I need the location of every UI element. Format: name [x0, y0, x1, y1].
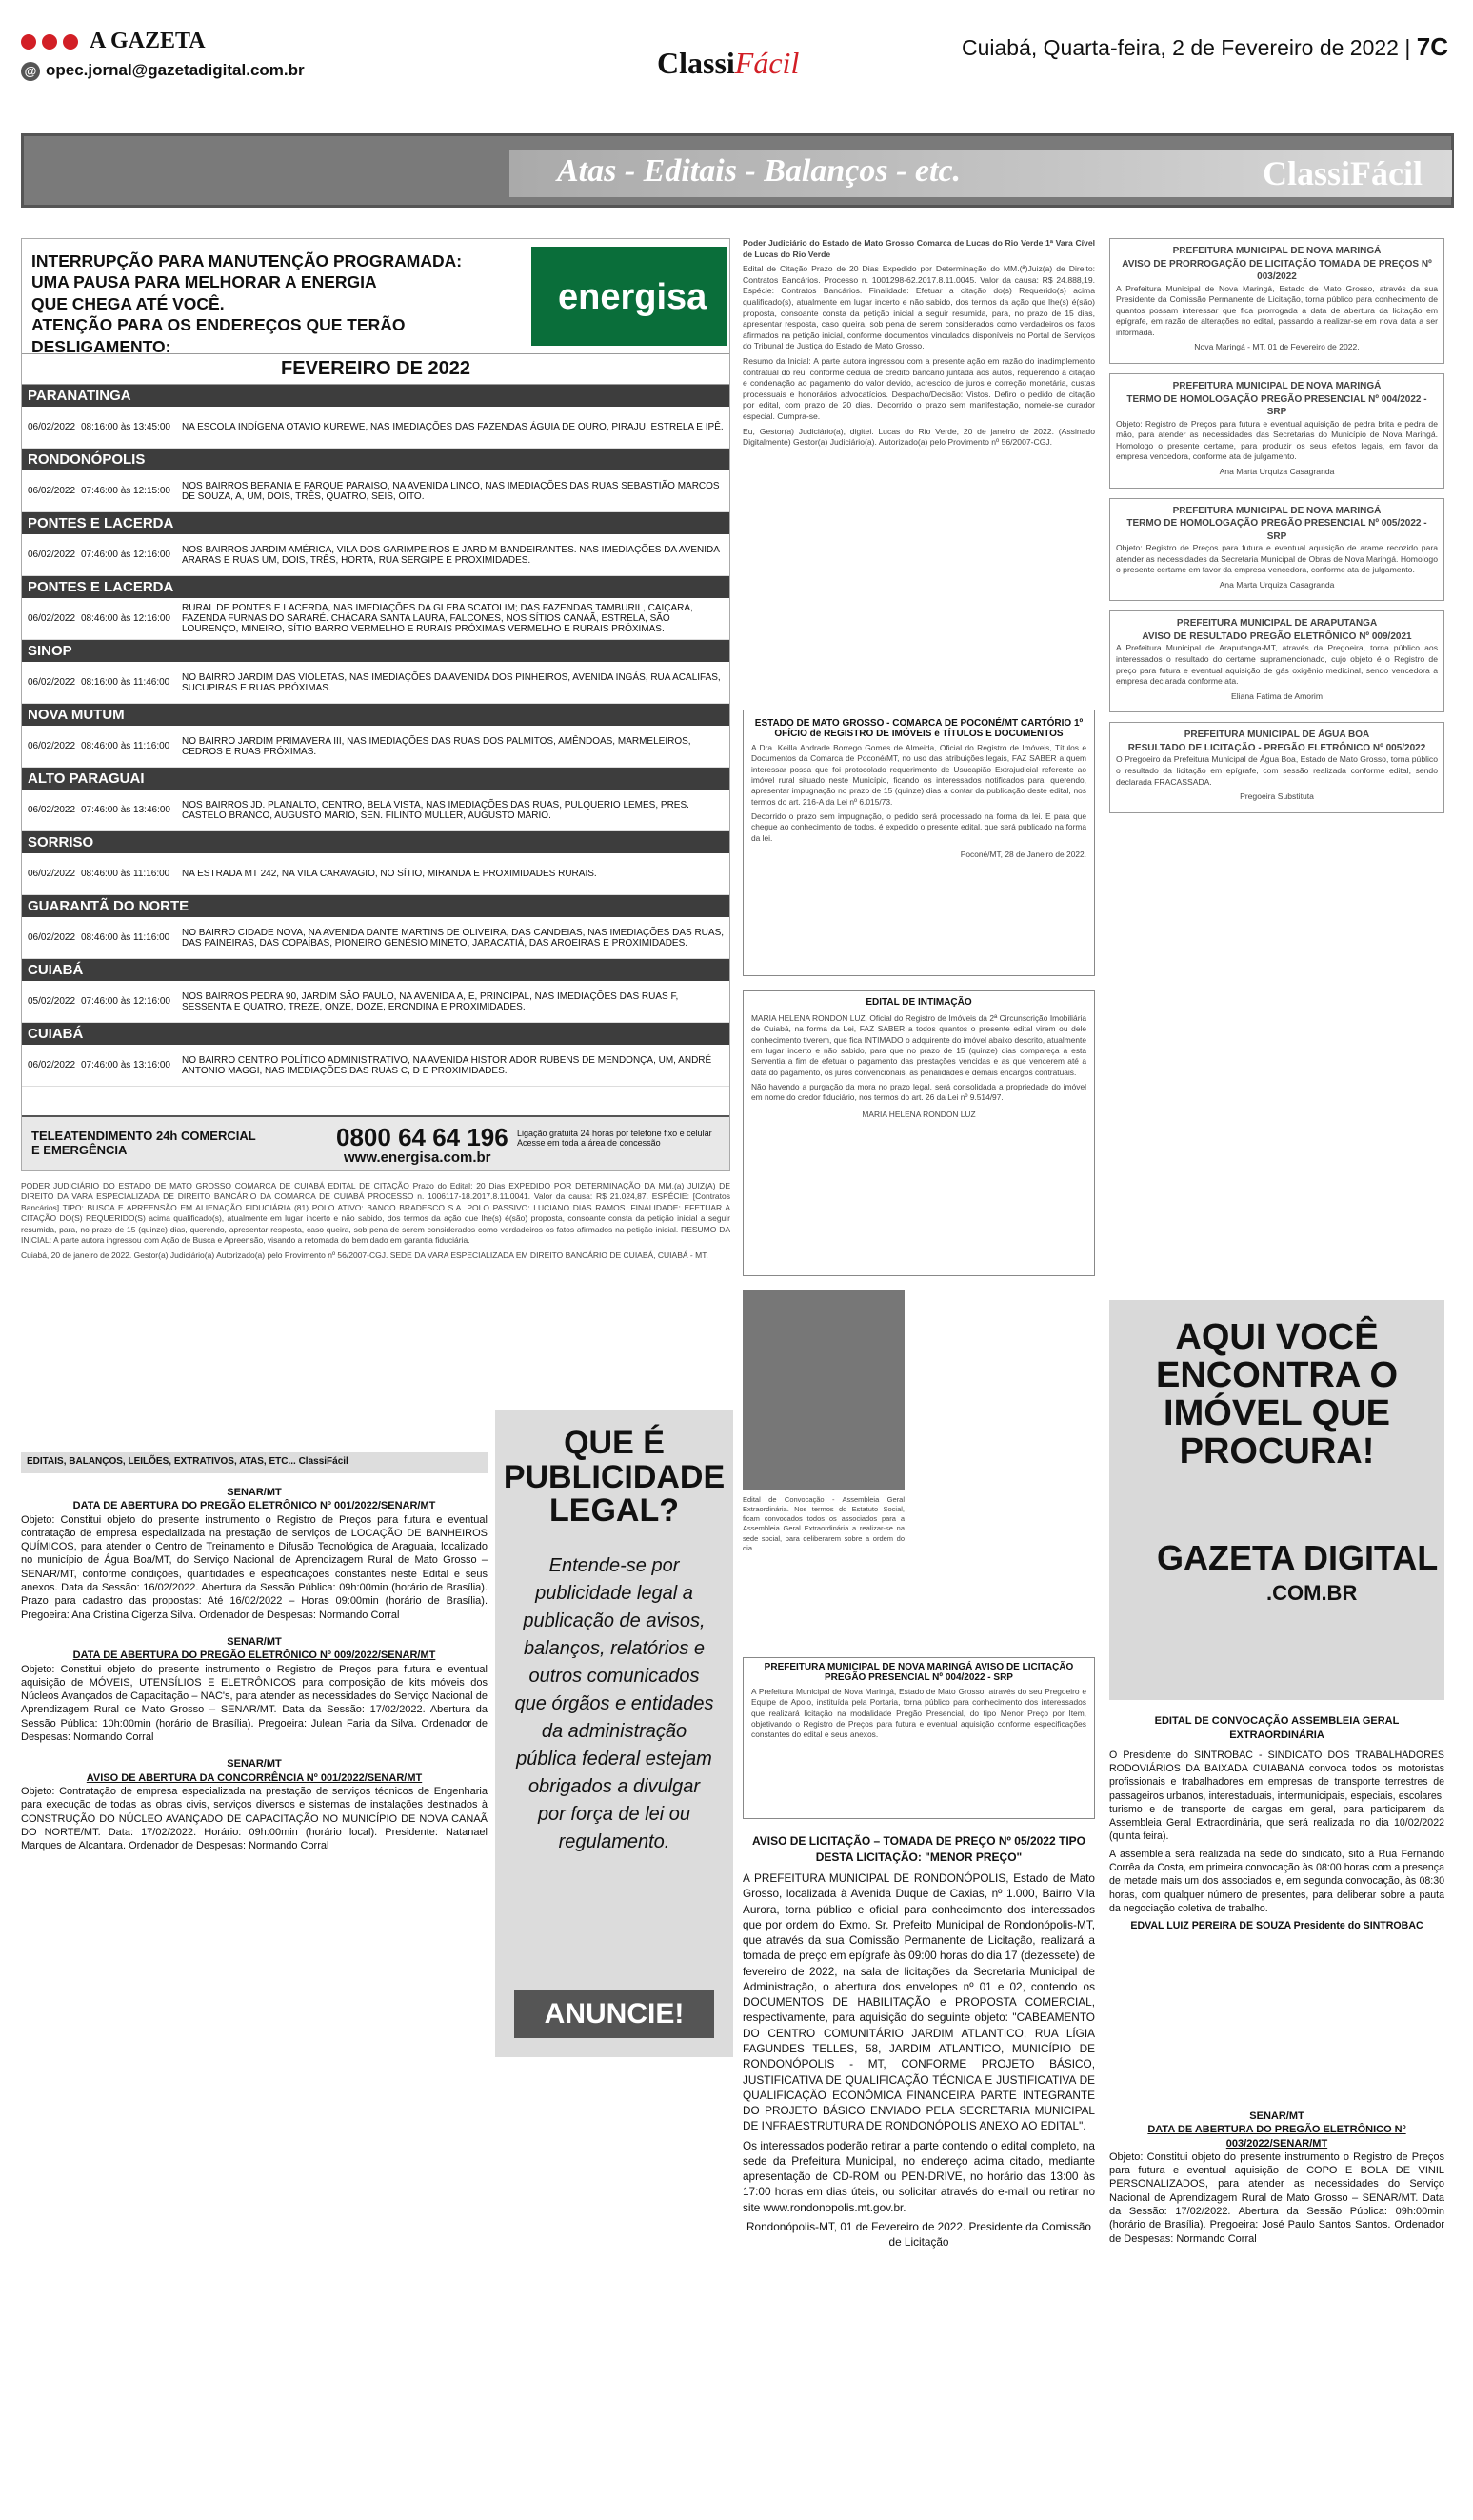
lucas-judicial-notice: Poder Judiciário do Estado de Mato Grosso Comarca de Lucas do Rio Verde 1ª Vara Cível de Lucas do Rio Verde Edital de Citação Prazo de 20 Dias Expedido por Determinação do MM.(ª)Juiz(a) de Direito: Contratos Bancários. Processo n. 1001298-62.2017.8.11.0045. Valor da causa: R$ 24.888,19. Espécie: Contratos Bancários. Finalidade: Efetuar a citação do(s) Requerido(s) acima qualificado(s), atualmente em lugar incerto e não sabido, dos termos da ação que lhe(s) é(são) proposta, consoante consta da petição inicial a seguir resumida, para, no prazo de 15 dias, apresentar resposta, caso queira, sob pena de serem considerados como verdadeiros os fatos afirmados na petição inicial, conforme documentos vinculados disponíveis no Portal de Serviços do Tribunal de Justiça do Estado de Mato Grosso. Resumo da Inicial: A parte autora ingressou com a presente ação em razão do inadimplemento contratual do réu, conforme cédula de crédito bancário juntada aos autos, requerendo a citação e condenação ao pagamento do valor devido, acrescido de juros e correção monetária, custas processuais e honorários advocatícios. Despacho/Decisão: Vistos. Defiro o pedido de citação por edital, com prazo de 20 dias. Decorrido o prazo sem manifestação, nomeie-se curador especial. Cumpra-se. Eu, Gestor(a) Judiciário(a), digitei. Lucas do Rio Verde, 20 de janeiro de 2022. (Assinado Digitalmente) Gestor(a) Judiciário(a). Autorizado(a) pelo Provimento nº 56/2007-CGJ. [743, 238, 1095, 448]
energisa-logo: energisa [531, 247, 727, 346]
rondonopolis-licitacao: AVISO DE LICITAÇÃO – TOMADA DE PREÇO Nº 05/2022 TIPO DESTA LICITAÇÃO: "MENOR PREÇO" A PREFEITURA MUNICIPAL DE RONDONÓPOLIS, Estado de Mato Grosso, localizada à Avenida Duque de Caxias, nº 1.000, Bairro Vila Aurora, torna público e oficial para conhecimento dos interessados que por ordem do Exmo. Sr. Prefeito Municipal de Rondonópolis-MT, que através da sua Comissão Permanente de Licitação, realizará a tomada de preço em epígrafe às 09:00 horas do dia 17 (dezessete) de fevereiro de 2022, na sala de licitações da Secretaria Municipal de Administração, o abertura dos envelopes nº 01 e 02, contendo os DOCUMENTOS DE HABILITAÇÃO e PROPOSTA COMERCIAL, respectivamente, para aquisição do seguinte objeto: "CABEAMENTO DO CENTRO COMUNITÁRIO JARDIM ATLANTICO, RUA LÍGIA FAGUNDES TELLES, 58, JARDIM ATLANTICO, MUNICÍPIO DE RONDONÓPOLIS - MT, CONFORME PROJETO BÁSICO, JUSTIFICATIVA DE QUALIFICAÇÃO TÉCNICA E JUSTIFICATIVA DE QUALIFICAÇÃO ECONÔMICA FINANCEIRA PARTE INTEGRANTE DO PROJETO BÁSICO ENVIADO PELA SECRETARIA MUNICIPAL DE INFRAESTRUTURA DE RONDONÓPOLIS ANEXO AO EDITAL". Os interessados poderão retirar a parte contendo o edital completo, na sede da Prefeitura Municipal, no endereço acima citado, mediante apresentação de CD-ROM ou PEN-DRIVE, no horário das 13:00 às 17:00 horas em dias úteis, ou solicitar através do e-mail ou retirar no site www.rondonopolis.mt.gov.br. Rondonópolis-MT, 01 de Fevereiro de 2022. Presidente da Comissão de Licitação [743, 1834, 1095, 2250]
schedule-row [22, 981, 729, 1023]
gazeta-digital-ad: AQUI VOCÊ ENCONTRA O IMÓVEL QUE PROCURA! GAZETA DIGITAL .COM.BR [1109, 1300, 1444, 1700]
schedule-time: 08:46:00 às 11:16:00 [81, 869, 170, 879]
cartorio-notice: ESTADO DE MATO GROSSO - COMARCA DE POCONÉ/MT CARTÓRIO 1º OFÍCIO de REGISTRO DE IMÓVEIS e TÍTULOS E DOCUMENTOS A Dra. Keilla Andrade Borrego Gomes de Almeida, Oficial do Registro de Imóveis, Títulos e Documentos da Comarca de Poconé/MT, no uso das atribuições legais, FAZ SABER a quem interessar possa que foi protocolado requerimento de Usucapião Extrajudicial referente ao imóvel rural situado neste Município, ficando os interessados notificados para, querendo, apresentar impugnação no prazo de 15 (quinze) dias a contar da publicação deste edital, nos termos do art. 216-A da Lei nº 6.015/73. Decorrido o prazo sem impugnação, o pedido será processado na forma da lei. E para que chegue ao conhecimento de todos, é expedido o presente edital, que será publicado na forma da lei. Poconé/MT, 28 de Janeiro de 2022. [743, 710, 1095, 976]
schedule-date: 06/02/2022 [28, 613, 76, 624]
schedule-time: 07:46:00 às 12:16:00 [81, 550, 170, 560]
banner-title: Atas - Editais - Balanços - etc. [557, 153, 962, 189]
energisa-ad [21, 238, 730, 1171]
classifieds-strip: EDITAIS, BALANÇOS, LEILÕES, EXTRATIVOS, ATAS, ETC... ClassiFácil [21, 1452, 488, 1473]
date-line: Cuiabá, Quarta-feira, 2 de Fevereiro de 2022 | 7C [961, 32, 1448, 61]
schedule-desc: NA ESTRADA MT 242, NA VILA CARAVAGIO, NO SÍTIO, MIRANDA E PROXIMIDADES RURAIS. [182, 869, 597, 879]
schedule-desc: NOS BAIRROS JARDIM AMÉRICA, VILA DOS GARIMPEIROS E JARDIM BANDEIRANTES. NAS IMEDIAÇÕES DA AVENIDA ARARAS E RUAS UM, DOIS, TRÊS, HORTA, RUA SERGIPE E PROXIMIDADES. [182, 544, 720, 566]
schedule-date: 06/02/2022 [28, 486, 76, 496]
schedule-desc: NO BAIRRO JARDIM DAS VIOLETAS, NAS IMEDIAÇÕES DA AVENIDA DOS PINHEIROS, AVENIDA INGÁS, RUA ACALIFAS, SUCUPIRAS E RUAS PRÓXIMAS. [182, 671, 721, 693]
energisa-phone[interactable]: 0800 64 64 196 [336, 1123, 508, 1151]
schedule-desc: NOS BAIRROS PEDRA 90, JARDIM SÃO PAULO, NA AVENIDA A, E, PRINCIPAL, NAS IMEDIAÇÕES DAS RUAS F, SESSENTA E QUATRO, TREZE, ONZE, DOZE, ERONDINA E PROXIMIDADES. [182, 990, 679, 1012]
right-notice: PREFEITURA MUNICIPAL DE ARAPUTANGA AVISO DE RESULTADO PREGÃO ELETRÔNICO Nº 009/2021 A Prefeitura Municipal de Araputanga-MT, através da Pregoeira, torna público aos interessados o resultado do certame supramencionado, cujo objeto é o Registro de preço para futura e eventual aquisição de gás oxigênio medicinal, sendo vencedora a empresa declarada conforme ata. Eliana Fatima de Amorim [1109, 610, 1444, 712]
publicidade-legal-ad [495, 1410, 733, 2057]
schedule-date: 06/02/2022 [28, 805, 76, 815]
city-header: ALTO PARAGUAI [22, 768, 729, 790]
right-notices [1109, 238, 1444, 1286]
schedule-row [22, 598, 729, 640]
right-notice: PREFEITURA MUNICIPAL DE NOVA MARINGÁ TERMO DE HOMOLOGAÇÃO PREGÃO PRESENCIAL Nº 005/2022 - SRP Objeto: Registro de Preços para futura e eventual aquisição de arame recozido para atender as necessidades da Secretaria Municipal de Obras de Nova Maringá. Homologo o presente certame em favor da empresa vencedora, conforme ata de julgamento. Ana Marta Urquiza Casagranda [1109, 498, 1444, 602]
schedule-desc: NOS BAIRROS JD. PLANALTO, CENTRO, BELA VISTA, NAS IMEDIAÇÕES DAS RUAS, PULQUERIO LEMES, PRES. CASTELO BRANCO, AUGUSTO MARIO, SEN. FILINTO MULLER, AUGUSTO MARIO. [182, 799, 689, 821]
at-icon: @ [21, 62, 40, 81]
senar-notice-right: SENAR/MT DATA DE ABERTURA DO PREGÃO ELETRÔNICO Nº 003/2022/SENAR/MT Objeto: Constitui objeto do presente instrumento o Registro de Preços para futura e eventual aquisição de COPO E BOLA DE VINIL PERSONALIZADOS, para atender as necessidades do Serviço Nacional de Aprendizagem Rural de Mato Grosso – SENAR/MT. Data da Sessão: 17/02/2022. Abertura da Sessão Pública: 09h:00min (horário de Brasília). Pregoeira: José Paulo Santos Santos. Ordenador de Despesas: Normando Corral [1109, 2110, 1444, 2245]
schedule-row [22, 470, 729, 512]
brand-dot-icon [63, 34, 78, 50]
banner-logo: ClassiFácil [1263, 154, 1423, 192]
schedule-time: 07:46:00 às 13:16:00 [81, 1060, 170, 1070]
intimacao-notice: EDITAL DE INTIMAÇÃO MARIA HELENA RONDON LUZ, Oficial do Registro de Imóveis da 2ª Circunscrição Imobiliária de Cuiabá, na forma da Lei, FAZ SABER a todos quantos o presente edital virem ou dele conhecimento tiverem, que fica INTIMADO o adquirente do imóvel abaixo descrito, atualmente em lugar incerto e não sabido, para que no prazo de 15 (quinze) dias compareça a esta Serventia a fim de efetuar o pagamento das prestações vencidas e as que vencerem até a data do pagamento, os juros convencionais, as penalidades e demais encargos contratuais. Não havendo a purgação da mora no prazo legal, será consolidada a propriedade do imóvel em nome do credor fiduciário, nos termos do art. 26 da Lei nº 9.514/97. MARIA HELENA RONDON LUZ [743, 990, 1095, 1276]
city-header: SORRISO [22, 831, 729, 853]
anuncie-button[interactable]: ANUNCIE! [514, 1990, 714, 2038]
schedule-time: 08:46:00 às 12:16:00 [81, 613, 170, 624]
schedule-desc: NA ESCOLA INDÍGENA OTAVIO KUREWE, NAS IMEDIAÇÕES DAS FAZENDAS ÁGUIA DE OURO, PIRAJU, ESTRELA E IPÊ. [182, 422, 724, 432]
energisa-title: INTERRUPÇÃO PARA MANUTENÇÃO PROGRAMADA: UMA PAUSA PARA MELHORAR A ENERGIA QUE CHEGA ATÉ VOCÊ. ATENÇÃO PARA OS ENDEREÇOS QUE TERÃO DESLIGAMENTO: [31, 251, 463, 356]
schedule-desc: RURAL DE PONTES E LACERDA, NAS IMEDIAÇÕES DA GLEBA SCATOLIM; DAS FAZENDAS TAMBURIL, CAIÇARA, FAZENDA FURNAS DO SARARÉ. CHÁCARA SANTA LAURA, FALCONES, NOS SÍTIOS CANAÃ, ESTRELA, SÃO LOURENÇO, MINEIRO, SÍTIO BARRO VERMELHO E RURAIS PRÓXIMAS VERMELHO E RURAIS PRÓXIMAS. [182, 603, 693, 634]
schedule-date: 06/02/2022 [28, 550, 76, 560]
senar-notices [21, 1486, 488, 2505]
ad-headline: QUE É PUBLICIDADE LEGAL? [503, 1425, 726, 1530]
schedule-desc: NO BAIRRO JARDIM PRIMAVERA III, NAS IMEDIAÇÕES DAS RUAS DOS PALMITOS, AMÊNDOAS, MARMELEIROS, CEDROS E RUAS PRÓXIMAS. [182, 735, 691, 757]
ad-body: Entende-se por publicidade legal a publicação de avisos, balanços, relatórios e outros comunicados que órgãos e entidades da administração pública federal estejam obrigados a divulgar por força de lei ou regulamento. [514, 1555, 714, 1852]
schedule-time: 07:46:00 às 12:16:00 [81, 996, 170, 1007]
schedule-desc: NO BAIRRO CIDADE NOVA, NA AVENIDA DANTE MARTINS DE OLIVEIRA, DAS CANDEIAS, NAS IMEDIAÇÕES DAS RUAS, DAS PAINEIRAS, DAS COPAÍBAS, PIONEIRO GENÉSIO MINETO, JARACATIÁ, DAS AROEIRAS E PROXIMIDADES. [182, 927, 725, 949]
schedule-time: 07:46:00 às 13:46:00 [81, 805, 170, 815]
schedule-time: 08:16:00 às 11:46:00 [81, 677, 170, 688]
brand-dot-icon [42, 34, 57, 50]
schedule-time: 08:16:00 às 13:45:00 [81, 422, 170, 432]
city-header: RONDONÓPOLIS [22, 449, 729, 470]
schedule-date: 06/02/2022 [28, 677, 76, 688]
brand [21, 29, 206, 54]
schedule-date: 06/02/2022 [28, 932, 76, 943]
city-header: CUIABÁ [22, 959, 729, 981]
page-number: 7C [1416, 32, 1448, 61]
right-notice: PREFEITURA MUNICIPAL DE NOVA MARINGÁ AVISO DE PRORROGAÇÃO DE LICITAÇÃO TOMADA DE PREÇOS Nº 003/2022 A Prefeitura Municipal de Nova Maringá, Estado de Mato Grosso, através da sua Presidente da Comissão Permanente de Licitação, torna público para conhecimento de quantos possam interessar que fica prorrogada a data de abertura da licitação em epígrafe, em razão de alterações no edital, passando a realizar-se em nova data a ser informada. Nova Maringá - MT, 01 de Fevereiro de 2022. [1109, 238, 1444, 364]
right-notice: PREFEITURA MUNICIPAL DE NOVA MARINGÁ TERMO DE HOMOLOGAÇÃO PREGÃO PRESENCIAL Nº 004/2022 - SRP Objeto: Registro de Preços para futura e eventual aquisição de pedra brita e pedra de mão, para atender as necessidades das Secretarias do Município de Nova Maringá. Homologo o presente certame, para produzir os seus efeitos legais, em favor da empresa vencedora, conforme ata de julgamento. Ana Marta Urquiza Casagranda [1109, 373, 1444, 488]
schedule-row [22, 1045, 729, 1087]
energisa-schedule [22, 385, 729, 1087]
ad-headline: AQUI VOCÊ ENCONTRA O IMÓVEL QUE PROCURA! [1155, 1317, 1399, 1471]
section-banner [21, 133, 1454, 208]
schedule-time: 08:46:00 às 11:16:00 [81, 741, 170, 751]
brand-name: A GAZETA [90, 29, 206, 53]
city-header: NOVA MUTUM [22, 704, 729, 726]
brand-dot-icon [21, 34, 36, 50]
nova-maringa-licitacao: PREFEITURA MUNICIPAL DE NOVA MARINGÁ AVISO DE LICITAÇÃO PREGÃO PRESENCIAL Nº 004/2022 - SRP A Prefeitura Municipal de Nova Maringá, Estado de Mato Grosso, através do seu Pregoeiro e Equipe de Apoio, instituída pela Portaria, torna público para conhecimento dos interessados que realizará licitação na modalidade Pregão Presencial, do tipo Menor Preço por Item, objetivando o Registro de Preços para futura e eventual aquisição conforme especificações constantes do edital e seus anexos. [743, 1657, 1095, 1819]
schedule-date: 06/02/2022 [28, 741, 76, 751]
gazeta-logo: GAZETA DIGITAL [1157, 1538, 1439, 1577]
schedule-desc: NOS BAIRROS BERANIA E PARQUE PARAISO, NA AVENIDA LINCO, NAS IMEDIAÇÕES DAS RUAS SEBASTIÃO MARCOS DE SOUZA, A, UM, DOIS, TRÊS, QUATRO, SEIS, OITO. [182, 480, 720, 502]
schedule-date: 06/02/2022 [28, 422, 76, 432]
energisa-month: FEVEREIRO DE 2022 [22, 353, 729, 385]
city-header: PARANATINGA [22, 385, 729, 407]
city-header: SINOP [22, 640, 729, 662]
contact-email[interactable]: @ opec.jornal@gazetadigital.com.br [21, 61, 305, 81]
section-logo: ClassiFácil [657, 46, 800, 80]
schedule-row [22, 790, 729, 831]
schedule-row [22, 407, 729, 449]
schedule-date: 05/02/2022 [28, 996, 76, 1007]
schedule-row [22, 726, 729, 768]
right-notice: PREFEITURA MUNICIPAL DE ÁGUA BOA RESULTADO DE LICITAÇÃO - PREGÃO ELETRÔNICO Nº 005/2022 O Pregoeiro da Prefeitura Municipal de Água Boa, Estado de Mato Grosso, torna público o resultado da licitação em epígrafe, com sessão realizada conforme edital, sendo declarada FRACASSADA. Pregoeira Substituta [1109, 722, 1444, 812]
energisa-footer: TELEATENDIMENTO 24h COMERCIAL E EMERGÊNCIA 0800 64 64 196 www.energisa.com.br Ligação gratuita 24 horas por telefone fixo e celular Acesse em toda a área de concessão [22, 1115, 729, 1170]
schedule-date: 06/02/2022 [28, 1060, 76, 1070]
schedule-date: 06/02/2022 [28, 869, 76, 879]
senar-notice: SENAR/MT DATA DE ABERTURA DO PREGÃO ELETRÔNICO Nº 001/2022/SENAR/MT Objeto: Constitui objeto do presente instrumento o Registro de Preços para futura e eventual contratação de empresa especializada na prestação de serviços de LOCAÇÃO DE BANHEIROS QUÍMICOS, para atender o Centro de Treinamento e Difusão Tecnológica de Araguaia, localizado no município de Água Boa/MT, do Serviço Nacional de Aprendizagem Rural de Mato Grosso – SENAR/MT, conforme condições, quantidades e especificações constantes neste Edital e seus anexos. Data da Sessão: 16/02/2022. Abertura da Sessão Pública: 09h:00min (horário de Brasília). Prazo para cadastro das propostas: Até 16/02/2022 – Horas 09:00min (horário de Brasília). Pregoeira: Ana Cristina Cigerza Silva. Ordenador de Despesas: Normando Corral [21, 1487, 488, 1621]
energisa-web[interactable]: www.energisa.com.br [344, 1150, 491, 1166]
judicial-notice-left: PODER JUDICIÁRIO DO ESTADO DE MATO GROSSO COMARCA DE CUIABÁ EDITAL DE CITAÇÃO Prazo do Edital: 20 Dias EXPEDIDO POR DETERMINAÇÃO DA MM.(a) JUIZ(A) DE DIREITO DA VARA ESPECIALIZADA DE DIREITO BANCÁRIO DA COMARCA DE CUIABÁ PROCESSO n. 1006117-18.2017.8.11.0041. Valor da causa: R$ 21.024,87. ESPÉCIE: [Contratos Bancários] TIPO: BUSCA E APREENSÃO EM ALIENAÇÃO FIDUCIÁRIA (81) POLO ATIVO: BANCO BRADESCO S.A. POLO PASSIVO: LUCIANO DIAS RAMOS. FINALIDADE: EFETUAR A CITAÇÃO DO(S) REQUERIDO(S) acima qualificado(s), atualmente em lugar incerto e não sabido, dos termos da ação que lhe(s) é(são) proposta, consoante consta da petição inicial a seguir resumida, para, no prazo de 15 (quinze) dias, querendo, apresentar resposta, caso queira, sob pena de serem considerados como verdadeiros os fatos afirmados na petição inicial. RESUMO DA INICIAL: A parte autora ingressou com Ação de Busca e Apreensão, visando a retomada do bem dado em garantia fiduciária. Cuiabá, 20 de janeiro de 2022. Gestor(a) Judiciário(a) Autorizado(a) pelo Provimento nº 56/2007-CGJ. SEDE DA VARA ESPECIALIZADA EM DIREITO BANCÁRIO DE CUIABÁ, CUIABÁ - MT. [21, 1181, 730, 1260]
city-header: PONTES E LACERDA [22, 512, 729, 534]
city-header: CUIABÁ [22, 1023, 729, 1045]
sintrobac-notice: EDITAL DE CONVOCAÇÃO ASSEMBLEIA GERAL EXTRAORDINÁRIA O Presidente do SINTROBAC - SINDICATO DOS TRABALHADORES RODOVIÁRIOS DA BAIXADA CUIABANA convoca todos os motoristas profissionais e trabalhadores em empresas de transporte terrestres de passageiros urbanos, interestaduais, intermunicipais, especiais, escolares, turismo e de transporte de cargas em geral, para participarem da Assembleia Geral Extraordinária, que será realizada no dia 10/02/2022 (quinta feira). A assembleia será realizada na sede do sindicato, sito à Rua Fernando Corrêa da Costa, em primeira convocação às 08:00 horas com a presença de metade mais um dos associados e, em segunda convocação, às 08:30 horas, com qualquer número de presentes, para deliberar sobre a pauta da negociação coletiva de trabalho. EDVAL LUIZ PEREIRA DE SOUZA Presidente do SINTROBAC [1109, 1715, 1444, 1932]
vila-notice: Edital de Convocação - Assembleia Geral Extraordinária. Nos termos do Estatuto Social, ficam convocados todos os associados para a Assembleia Geral Extraordinária a realizar-se na sede social, para deliberarem sobre a ordem do dia. [743, 1495, 905, 1552]
vila-photo [743, 1290, 905, 1490]
senar-notice: SENAR/MT DATA DE ABERTURA DO PREGÃO ELETRÔNICO Nº 009/2022/SENAR/MT Objeto: Constitui objeto do presente instrumento o Registro de Preços para futura e eventual aquisição de MÓVEIS, UTENSÍLIOS E ELETRÔNICOS para composição de kits móveis dos Núcleos Avançados de Capacitação – NAC's, para atender as necessidades do Serviço Nacional de Aprendizagem Rural de Mato Grosso – SENAR/MT. Data da Sessão: 17/02/2022. Abertura da Sessão Pública: 10h:00min (horário de Brasília). Pregoeira: Julean Faria da Silva. Ordenador de Despesas: Normando Corral [21, 1635, 488, 1744]
schedule-row [22, 917, 729, 959]
schedule-time: 08:46:00 às 11:16:00 [81, 932, 170, 943]
schedule-row [22, 662, 729, 704]
schedule-row [22, 853, 729, 895]
schedule-time: 07:46:00 às 12:15:00 [81, 486, 170, 496]
schedule-row [22, 534, 729, 576]
city-header: PONTES E LACERDA [22, 576, 729, 598]
schedule-desc: NO BAIRRO CENTRO POLÍTICO ADMINISTRATIVO, NA AVENIDA HISTORIADOR RUBENS DE MENDONÇA, UM, ANDRÉ ANTONIO MAGGI, NAS IMEDIAÇÕES DAS RUAS C, D E PROXIMIDADES. [182, 1054, 712, 1076]
senar-notice: SENAR/MT AVISO DE ABERTURA DA CONCORRÊNCIA Nº 001/2022/SENAR/MT Objeto: Contratação de empresa especializada na prestação de serviços técnicos de Engenharia para execução de todas as obras civis, serviços diversos e sistemas de instalações destinados à CONSTRUÇÃO DO NÚCLEO AVANÇADO DE CAPACITAÇÃO NO MUNICÍPIO DE NOVA CANAÃ DO NORTE/MT. Data: 17/02/2022. Horário: 09h:00min (horário local). Presidente: Natanael Marques de Alcantara. Ordenador de Despesas: Normando Corral [21, 1758, 488, 1852]
page-header [0, 0, 1473, 105]
city-header: GUARANTÃ DO NORTE [22, 895, 729, 917]
